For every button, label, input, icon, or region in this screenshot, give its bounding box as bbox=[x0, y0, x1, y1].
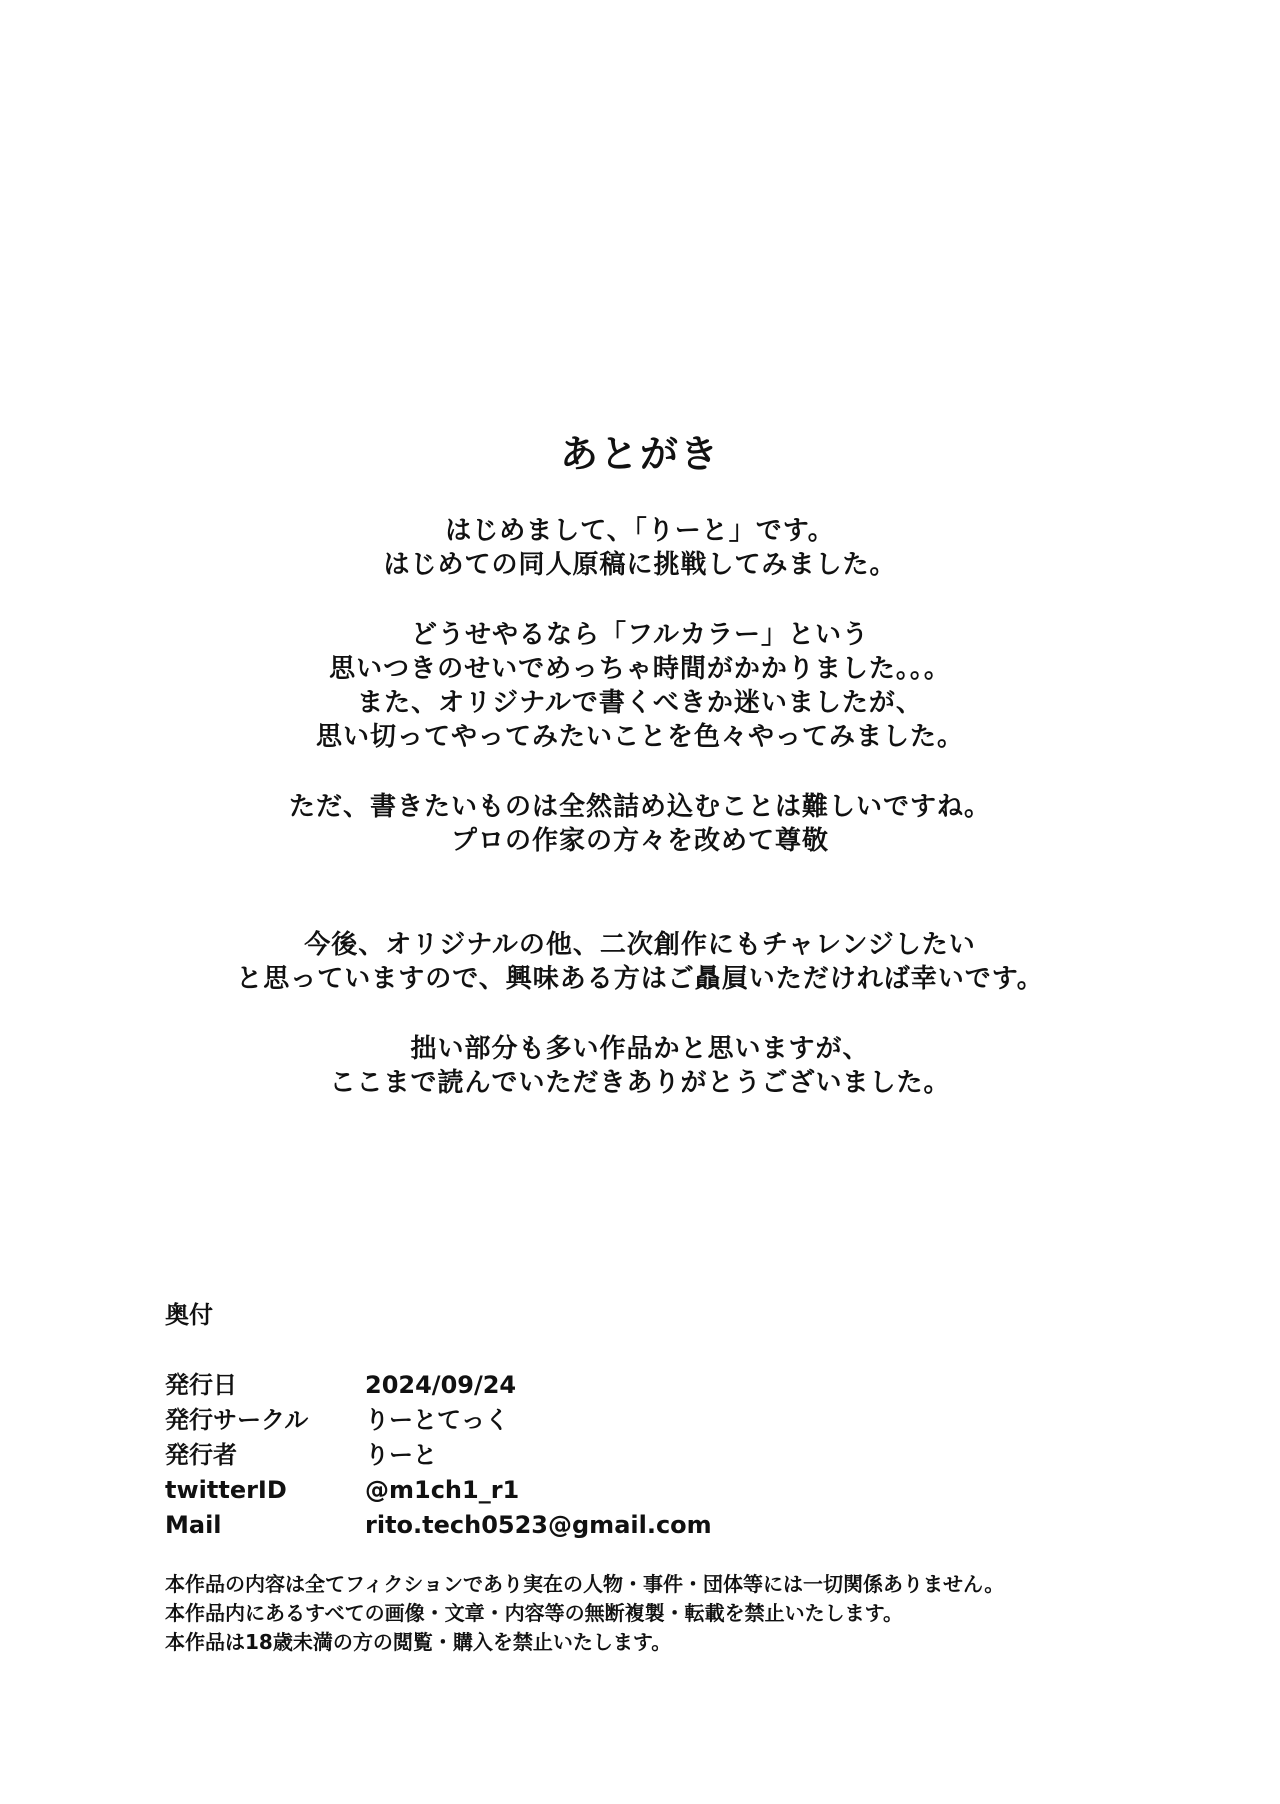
colophon-section bbox=[165, 1298, 1245, 1654]
afterword-paragraph bbox=[0, 618, 1280, 754]
info-label: twitterID bbox=[165, 1476, 287, 1504]
afterword-paragraph bbox=[0, 1032, 1280, 1100]
info-value: りーと bbox=[365, 1441, 437, 1469]
text-line: ただ、書きたいものは全然詰め込むことは難しいですね。 bbox=[288, 792, 991, 822]
colophon-title: 奥付 bbox=[165, 1301, 213, 1329]
info-row-twitter bbox=[165, 1473, 712, 1508]
text-line: ここまで読んでいただきありがとうございました。 bbox=[329, 1068, 951, 1098]
text-line: また、オリジナルで書くべきか迷いましたが、 bbox=[357, 688, 923, 718]
notice-line: 本作品の内容は全てフィクションであり実在の人物・事件・団体等には一切関係ありません。 bbox=[165, 1572, 1005, 1596]
info-label: Mail bbox=[165, 1511, 222, 1539]
notice-line: 本作品は18歳未満の方の閲覧・購入を禁止いたします。 bbox=[165, 1630, 672, 1654]
info-label: 発行サークル bbox=[165, 1406, 309, 1434]
text-line: プロの作家の方々を改めて尊敬 bbox=[450, 826, 829, 856]
text-line: はじめての同人原稿に挑戦してみました。 bbox=[383, 550, 897, 580]
info-value: りーとてっく bbox=[365, 1406, 509, 1434]
info-value: 2024/09/24 bbox=[365, 1371, 517, 1399]
text-line: と思っていますので、興味ある方はご贔屓いただければ幸いです。 bbox=[236, 964, 1044, 994]
afterword-paragraph bbox=[0, 790, 1280, 858]
legal-notices bbox=[165, 1570, 1004, 1657]
info-row-publish-date bbox=[165, 1368, 712, 1403]
afterword-paragraph bbox=[0, 928, 1280, 996]
info-value: @m1ch1_r1 bbox=[365, 1476, 520, 1504]
info-label: 発行日 bbox=[165, 1371, 237, 1399]
afterword-title: あとがき bbox=[559, 432, 720, 476]
info-value: rito.tech0523@gmail.com bbox=[365, 1511, 712, 1539]
text-line: 今後、オリジナルの他、二次創作にもチャレンジしたい bbox=[304, 930, 976, 960]
info-row-circle bbox=[165, 1403, 712, 1438]
notice-line: 本作品内にあるすべての画像・文章・内容等の無断複製・転載を禁止いたします。 bbox=[165, 1601, 903, 1625]
afterword-paragraph bbox=[0, 514, 1280, 582]
text-line: はじめまして、「りーと」です。 bbox=[445, 516, 835, 546]
text-line: 拙い部分も多い作品かと思いますが、 bbox=[410, 1034, 870, 1064]
publication-info bbox=[165, 1368, 712, 1543]
info-row-publisher bbox=[165, 1438, 712, 1473]
text-line: 思い切ってやってみたいことを色々やってみました。 bbox=[315, 722, 964, 752]
text-line: 思いつきのせいでめっちゃ時間がかかりました。。。 bbox=[329, 654, 951, 684]
info-label: 発行者 bbox=[165, 1441, 237, 1469]
text-line: どうせやるなら「フルカラー」という bbox=[411, 620, 869, 650]
info-row-mail bbox=[165, 1508, 712, 1543]
